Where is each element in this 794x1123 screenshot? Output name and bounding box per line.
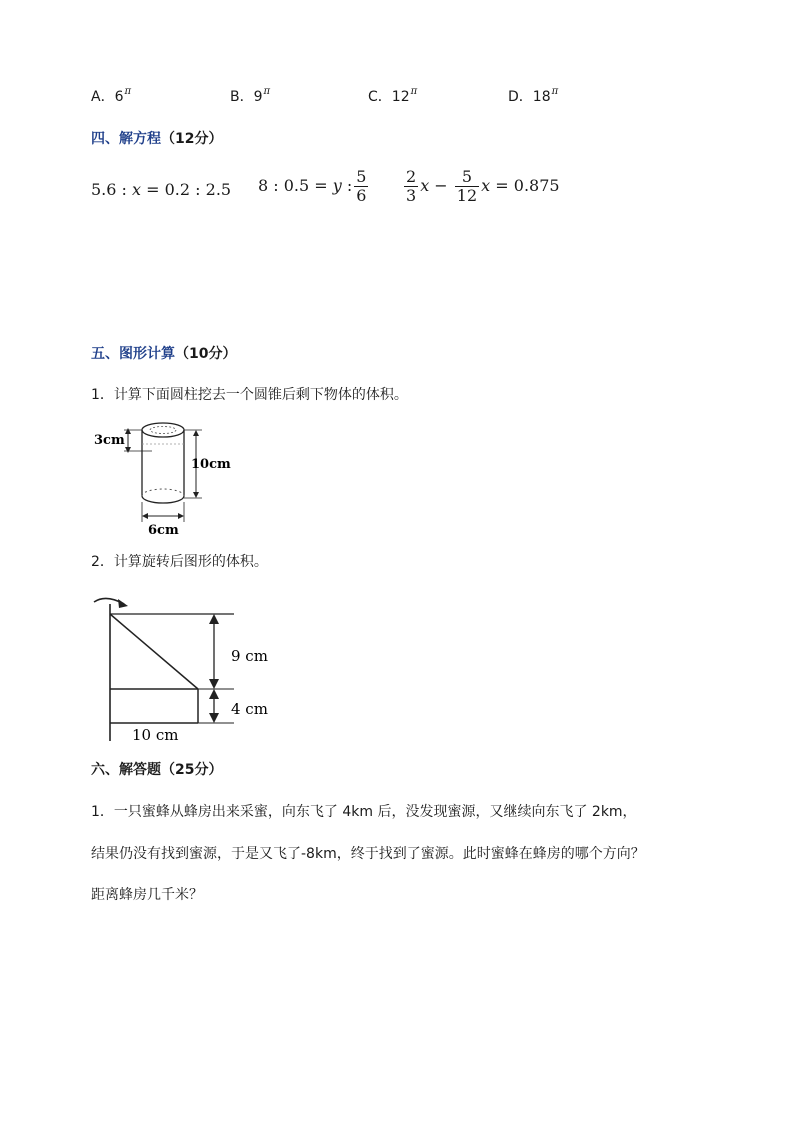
fraction-denominator: 3 — [406, 186, 417, 205]
width-label: 10 cm — [132, 726, 179, 744]
cylinder-figure — [90, 418, 240, 536]
cylinder-height-label: 10cm — [191, 457, 231, 472]
equation-text: = 0.875 — [490, 176, 560, 195]
section-5-title: 五、图形计算 — [91, 346, 175, 362]
option-value: 18 — [532, 89, 551, 105]
rotation-figure — [88, 586, 278, 744]
equation-text: 5.6 : — [91, 180, 133, 199]
section-4-title: 四、解方程 — [91, 131, 161, 147]
option-d: D．$18^\pi$ — [508, 86, 559, 105]
fraction — [404, 168, 418, 205]
equation-text: = 0.2 : 2.5 — [141, 180, 232, 199]
option-letter: C — [368, 89, 378, 105]
option-value: 9 — [253, 89, 263, 105]
section-5-heading — [91, 343, 236, 363]
lower-height-label: 4 cm — [231, 700, 268, 718]
section-6-score: （25分） — [161, 762, 223, 778]
fraction-denominator: 12 — [456, 186, 478, 205]
option-b: B．$9^\pi$ — [230, 86, 271, 105]
question-5-2: 2．计算旋转后图形的体积。 — [91, 554, 268, 570]
option-c: C．$12^\pi$ — [368, 86, 418, 105]
section-6-heading — [91, 759, 222, 779]
equation-text: 8 : 0.5 = — [258, 176, 333, 195]
equation-2 — [258, 168, 370, 205]
cone-height-label: 3cm — [94, 433, 125, 448]
fraction-numerator: 5 — [356, 167, 367, 186]
cylinder-diameter-label: 6cm — [148, 523, 179, 536]
equation-text: : — [341, 176, 353, 195]
section-6-title: 六、解答题 — [91, 762, 161, 778]
equation-variable: x — [132, 180, 142, 199]
section-4-score: （12分） — [161, 131, 223, 147]
fraction — [354, 168, 368, 205]
equation-text: − — [429, 176, 453, 195]
equation-variable: x — [481, 176, 491, 195]
pi-symbol: π — [410, 86, 418, 97]
question-5-1: 1．计算下面圆柱挖去一个圆锥后剩下物体的体积。 — [91, 387, 408, 403]
option-a: A．$6^\pi$ — [91, 86, 132, 105]
option-letter: A — [91, 89, 101, 105]
pi-symbol: π — [551, 86, 559, 97]
upper-height-label: 9 cm — [231, 647, 268, 665]
option-value: 6 — [114, 89, 124, 105]
fraction-numerator: 2 — [406, 167, 417, 186]
equation-1 — [91, 180, 231, 199]
equation-3 — [402, 168, 560, 205]
pi-symbol: π — [124, 86, 132, 97]
option-letter: B — [230, 89, 240, 105]
section-4-heading — [91, 128, 222, 148]
fraction — [455, 168, 479, 205]
fraction-denominator: 6 — [356, 186, 367, 205]
question-6-1-line-3: 距离蜂房几千米？ — [91, 887, 203, 903]
option-value: 12 — [391, 89, 410, 105]
pi-symbol: π — [263, 86, 271, 97]
section-5-score: （10分） — [175, 346, 237, 362]
question-6-1-line-2: 结果仍没有找到蜜源，于是又飞了-8km，终于找到了蜜源。此时蜜蜂在蜂房的哪个方向？ — [91, 846, 645, 862]
equation-variable: x — [420, 176, 430, 195]
equation-variable: y — [332, 176, 342, 195]
question-6-1-line-1: 1．一只蜜蜂从蜂房出来采蜜，向东飞了 4km 后，没发现蜜源，又继续向东飞了 2km， — [91, 804, 637, 820]
option-letter: D — [508, 89, 519, 105]
fraction-numerator: 5 — [455, 168, 479, 187]
